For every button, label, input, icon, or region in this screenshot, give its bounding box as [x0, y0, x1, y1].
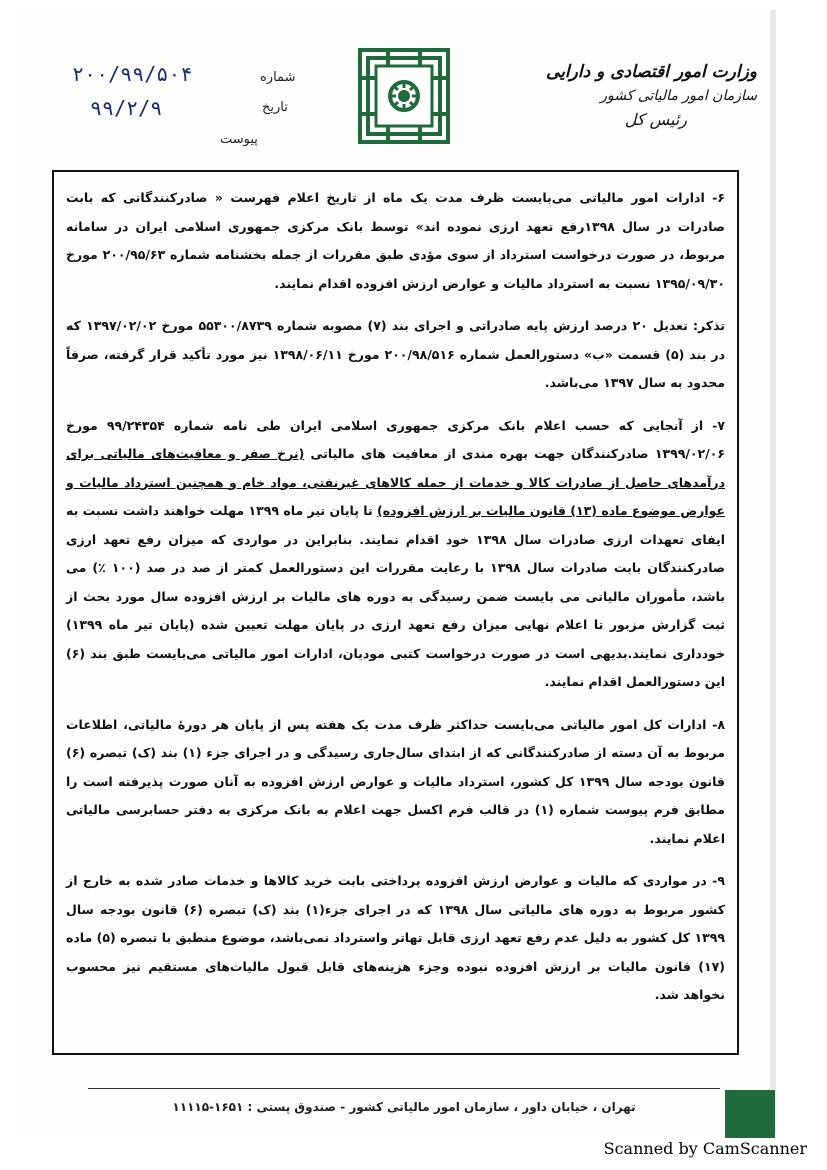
- paragraph-9: ۹- در مواردی که مالیات و عوارض ارزش افزوده پرداختی بابت خرید کالاها و خدمات صادر شده به خارج از کشور مربوط به دوره های مالیاتی سال ۱۳۹۸ که در اجرای جزء(۱) بند (ک) تبصره (۶) قانون بودجه سال ۱۳۹۹ کل کشور به دلیل عدم رفع تعهد ارزی قابل تهاتر واسترداد نمی‌باشد، موضوع منطبق با تبصره (۵) ماده (۱۷) قانون مالیات بر ارزش افزوده نبوده وجزء هزینه‌های قابل قبول مالیات‌های مستقیم نیز محسوب نخواهد شد.: [66, 873, 726, 1002]
- paragraph-7-part2: تا پایان تیر ماه ۱۳۹۹ مهلت خواهند داشت نسبت به ایفای تعهدات ارزی صادرات سال ۱۳۹۸ خود اقدام نمایند. بنابراین در مواردی که میزان رفع تعهد ارزی صادرکنندگان بابت صادرات سال ۱۳۹۸ با رعایت مقررات این دستورالعمل کمتر از صد در صد (۱۰۰ ٪) می باشد، مأموران مالیاتی می بایست ضمن رسیدگی به دوره های مالیات بر ارزش افزوده سال مورد بحث از ثبت گزارش مزبور تا اعلام نهایی میزان رفع تعهد ارزی در پایان مهلت تعیین شده (پایان تیر ماه ۱۳۹۹) خودداری نمایند.بدیهی است در صورت درخواست کتبی مودیان، ادارات امور مالیاتی می‌بایست طبق بند (۶) این دستورالعمل اقدام نمایند.: [66, 503, 725, 689]
- paragraph-6: ۶- ادارات امور مالیاتی می‌بایست ظرف مدت یک ماه از تاریخ اعلام فهرست « صادرکنندگانی که بابت صادرات در سال ۱۳۹۸رفع تعهد ارزی نموده اند» توسط بانک مرکزی جمهوری اسلامی ایران در سامانه مربوط، در صورت درخواست استرداد از سوی مؤدی طبق مقررات از جمله بخشنامه شماره ۲۰۰/۹۵/۶۳ مورخ ۱۳۹۵/۰۹/۳۰ نسبت به استرداد مالیات و عوارض ارزش افزوده اقدام نمایند.: [66, 190, 725, 291]
- organization-logo: [358, 48, 450, 144]
- attachment-label: پیوست: [220, 132, 258, 147]
- note-paragraph: تذکر: تعدیل ۲۰ درصد ارزش پایه صادراتی و اجرای بند (۷) مصوبه شماره ۵۵۳۰۰/۸۷۳۹ مورخ ۱۳۹۷/۰۲/۰۲ که در بند (۵) قسمت «ب» دستورالعمل شماره ۲۰۰/۹۸/۵۱۶ مورخ ۱۳۹۸/۰۶/۱۱ نیز مورد تأکید قرار گرفته، صرفاً محدود به سال ۱۳۹۷ می‌باشد.: [66, 318, 725, 390]
- letter-number: ۲۰۰/۹۹/۵۰۴: [72, 62, 193, 86]
- content-frame: [52, 170, 739, 1055]
- letter-date: ۹۹/۲/۹: [90, 96, 163, 120]
- corner-decoration: [725, 1090, 775, 1138]
- ministry-name: وزارت امور اقتصادی و دارایی: [546, 62, 757, 82]
- scanner-watermark: Scanned by CamScanner: [603, 1139, 807, 1158]
- date-label: تاریخ: [262, 100, 288, 115]
- paragraph-7: [66, 412, 725, 697]
- position-title: رئیس کل: [624, 110, 687, 129]
- footer-divider: [88, 1088, 720, 1089]
- paragraph-7-part1: ۷- از آنجایی که حسب اعلام بانک مرکزی جمهوری اسلامی ایران طی نامه شماره ۹۹/۲۴۳۵۴ مورخ ۱۳۹۹/۰۲/۰۶ صادرکنندگان جهت بهره مندی از معافیت های مالیاتی: [66, 417, 725, 461]
- letterhead: [537, 62, 757, 129]
- paragraph-8: ۸- ادارات کل امور مالیاتی می‌بایست حداکثر ظرف مدت یک هفته پس از پایان هر دورهٔ مالیاتی، اطلاعات مربوط به آن دسته از صادرکنندگانی که از ابتدای سال‌جاری رسیدگی و در اجرای جزء (۱) بند (ک) تبصره (۶) قانون بودجه سال ۱۳۹۹ کل کشور، استرداد مالیات و عوارض ارزش افزوده به آنان صورت پذیرفته است را مطابق فرم پیوست شماره (۱) در قالب فرم اکسل جهت اعلام به بانک مرکزی به دفتر حسابرسی مالیاتی اعلام نمایند.: [66, 716, 725, 846]
- letter-meta: [70, 60, 296, 160]
- number-label: شماره: [260, 70, 296, 85]
- organization-name: سازمان امور مالیاتی کشور: [600, 88, 757, 104]
- footer-address: تهران ، خیابان داور ، سازمان امور مالیاتی کشور - صندوق پستی : ۱۶۵۱-۱۱۱۱۵: [172, 1100, 636, 1114]
- paragraph-7-underlined: (نرخ صفر و معافیت‌های مالیاتی برای درآمدهای حاصل از صادرات کالا و خدمات از جمله کالاهای غیرنفتی، مواد خام و همچنین استرداد مالیات و عوارض موضوع ماده (۱۳) قانون مالیات بر ارزش افزوده): [66, 446, 725, 518]
